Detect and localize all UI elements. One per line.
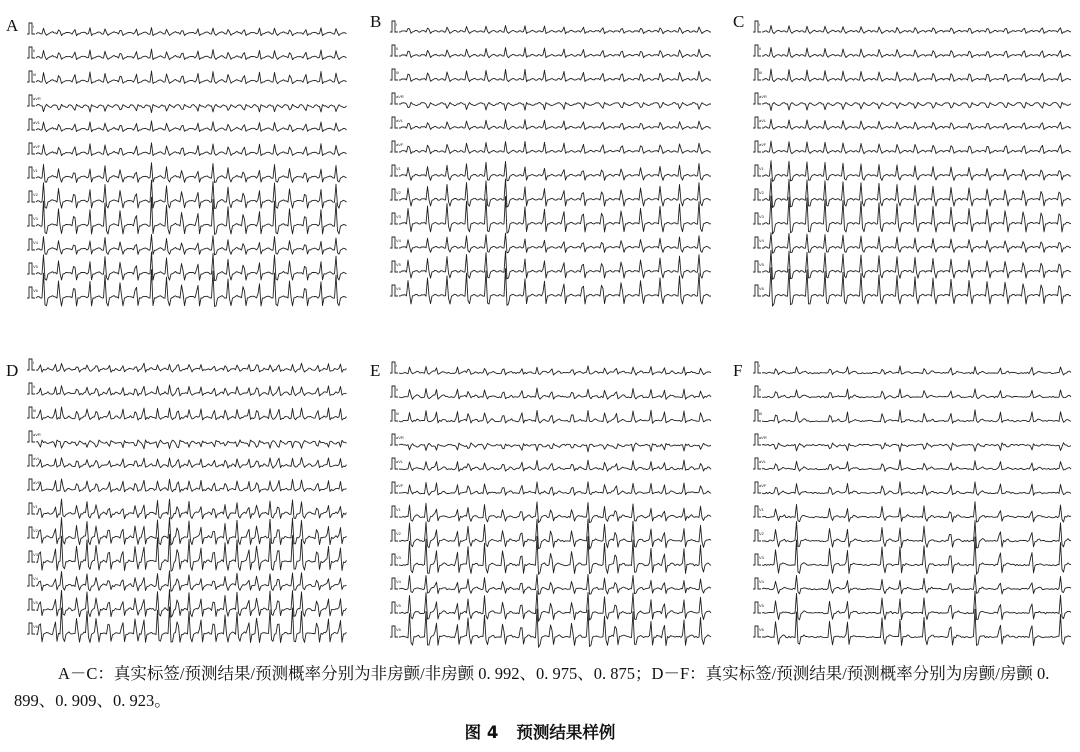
panel-f-lead-label-5: aVF xyxy=(759,483,767,488)
panel-c-lead-label-6: V1 xyxy=(759,166,764,171)
panel-f-lead-label-1: II xyxy=(759,387,762,392)
panel-f-trace-1 xyxy=(762,389,1071,399)
panel-f-trace-6 xyxy=(762,502,1071,522)
panel-f-lead-label-3: aVR xyxy=(759,435,767,440)
panel-b-trace-2 xyxy=(399,69,711,81)
panel-e-lead-label-10: V5 xyxy=(396,603,401,608)
panel-a-trace-5 xyxy=(36,143,347,156)
panel-b-trace-1 xyxy=(399,48,711,58)
panel-a-trace-8 xyxy=(36,197,347,234)
panel-e-trace-3 xyxy=(399,443,711,452)
panel-d-lead-label-7: V2 xyxy=(33,528,38,533)
panel-a-trace-1 xyxy=(36,49,347,60)
panel-f-lead-label-4: aVL xyxy=(759,459,767,464)
panel-d-lead-label-9: V4 xyxy=(33,576,38,581)
panel-e-trace-9 xyxy=(399,574,711,594)
panel-f-lead-label-10: V5 xyxy=(759,603,764,608)
panel-e-lead-label-8: V3 xyxy=(396,555,401,560)
figure-caption: A－C：真实标签/预测结果/预测概率分别为非房颤/非房颤 0. 992、0. 975、0. 875；D－F：真实标签/预测结果/预测概率分别为房颤/房颤 0. 899、0. 909、0. 923。 xyxy=(14,664,1050,710)
panel-c-lead-label-5: aVF xyxy=(759,142,767,147)
panel-b-lead-label-6: V1 xyxy=(396,166,401,171)
panel-c-lead-label-9: V4 xyxy=(759,238,764,243)
figure-title-text: 预测结果样例 xyxy=(516,723,616,742)
panel-e-lead-label-6: V1 xyxy=(396,507,401,512)
panel-c-lead-label-11: V6 xyxy=(759,286,764,291)
panel-a-lead-label-3: aVR xyxy=(33,96,41,101)
panel-b-lead-label-0: I xyxy=(396,22,398,27)
panel-c-lead-label-3: aVR xyxy=(759,94,767,99)
panel-c-letter: C xyxy=(733,12,745,31)
panel-d-trace-2 xyxy=(36,407,347,420)
panel-c-trace-10 xyxy=(762,250,1071,279)
panel-d-trace-0 xyxy=(36,363,347,372)
panel-c-lead-label-10: V5 xyxy=(759,262,764,267)
panel-c-trace-0 xyxy=(762,25,1071,33)
panel-f-trace-0 xyxy=(762,366,1071,375)
panel-a-trace-4 xyxy=(36,121,347,132)
panel-d-trace-6 xyxy=(36,499,347,519)
panel-f-letter: F xyxy=(733,361,743,380)
panel-b-trace-0 xyxy=(399,26,711,34)
panel-b-lead-label-5: aVF xyxy=(396,142,404,147)
panel-c-trace-5 xyxy=(762,141,1071,154)
panel-d-lead-label-2: III xyxy=(33,408,37,413)
panel-b-lead-label-1: II xyxy=(396,46,399,51)
panel-c-lead-label-8: V3 xyxy=(759,214,764,219)
panel-a-trace-9 xyxy=(36,235,347,255)
panel-d-trace-7 xyxy=(36,518,347,545)
panel-e-lead-label-1: II xyxy=(396,387,399,392)
panel-f-lead-label-2: III xyxy=(759,411,763,416)
panel-f-trace-3 xyxy=(762,443,1071,452)
panel-a-trace-2 xyxy=(36,71,347,84)
panel-f-trace-10 xyxy=(762,591,1071,620)
panel-f-trace-11 xyxy=(762,609,1071,645)
panel-a-lead-label-10: V5 xyxy=(33,264,38,269)
panel-f-trace-7 xyxy=(762,521,1071,548)
panel-e-letter: E xyxy=(370,361,381,380)
panel-b-lead-label-10: V5 xyxy=(396,262,401,267)
panel-b-letter: B xyxy=(370,12,382,31)
panel-e-lead-label-7: V2 xyxy=(396,531,401,536)
panel-d-letter: D xyxy=(6,361,19,380)
panel-f-lead-label-7: V2 xyxy=(759,531,764,536)
panel-c-trace-7 xyxy=(762,179,1071,208)
panel-a-trace-10 xyxy=(36,252,347,281)
panel-b-trace-7 xyxy=(399,179,711,207)
panel-f-lead-label-0: I xyxy=(759,363,761,368)
panel-b-lead-label-4: aVL xyxy=(396,118,404,123)
panel-c-trace-6 xyxy=(762,161,1071,182)
panel-e-trace-2 xyxy=(399,410,711,423)
panel-c-trace-4 xyxy=(762,119,1071,130)
panel-a-trace-7 xyxy=(36,180,347,208)
panel-e-trace-10 xyxy=(399,591,711,622)
panel-b-lead-label-9: V4 xyxy=(396,238,401,243)
panel-b-lead-label-7: V2 xyxy=(396,190,401,195)
panel-d-lead-label-1: II xyxy=(33,384,36,389)
panel-f-trace-2 xyxy=(762,410,1071,424)
panel-c-trace-1 xyxy=(762,48,1071,58)
panel-f-trace-5 xyxy=(762,482,1071,496)
panel-e-lead-label-9: V4 xyxy=(396,579,401,584)
panel-d-lead-label-8: V3 xyxy=(33,552,38,557)
panel-b-trace-4 xyxy=(399,120,711,130)
panel-a-trace-11 xyxy=(36,270,347,307)
panel-e-trace-4 xyxy=(399,460,711,471)
panel-d-lead-label-5: aVF xyxy=(33,480,41,485)
panel-a-lead-label-8: V3 xyxy=(33,216,38,221)
panel-c-lead-label-0: I xyxy=(759,22,761,27)
panel-b-trace-5 xyxy=(399,142,711,154)
panel-f-lead-label-9: V4 xyxy=(759,579,764,584)
panel-c-lead-label-2: III xyxy=(759,70,763,75)
panel-a-lead-label-4: aVL xyxy=(33,120,41,125)
panel-f-trace-9 xyxy=(762,575,1071,594)
panel-b-lead-label-8: V3 xyxy=(396,214,401,219)
panel-b-lead-label-11: V6 xyxy=(396,286,401,291)
panel-a-lead-label-11: V6 xyxy=(33,288,38,293)
panel-c-trace-9 xyxy=(762,233,1071,254)
panel-d-lead-label-10: V5 xyxy=(33,600,38,605)
panel-a-letter: A xyxy=(6,16,19,35)
panel-a-lead-label-0: I xyxy=(33,24,35,29)
panel-d-lead-label-3: aVR xyxy=(33,432,41,437)
panel-d-lead-label-0: I xyxy=(33,360,35,365)
panel-d-trace-11 xyxy=(36,607,347,643)
panel-a-trace-3 xyxy=(36,104,347,112)
panel-d-trace-9 xyxy=(36,571,347,592)
panel-f-lead-label-8: V3 xyxy=(759,555,764,560)
panel-c-trace-3 xyxy=(762,102,1071,110)
panel-b-trace-3 xyxy=(399,102,711,110)
panel-d-trace-4 xyxy=(36,458,347,469)
panel-d-trace-1 xyxy=(36,385,347,396)
panel-e-lead-label-3: aVR xyxy=(396,435,404,440)
panel-d-trace-5 xyxy=(36,479,347,492)
panel-e-lead-label-11: V6 xyxy=(396,627,401,632)
panel-c-lead-label-7: V2 xyxy=(759,190,764,195)
panel-d-trace-10 xyxy=(36,590,347,618)
panel-a-trace-6 xyxy=(36,163,347,183)
panel-d-lead-label-6: V1 xyxy=(33,504,38,509)
panel-a-lead-label-9: V4 xyxy=(33,240,38,245)
panel-e-trace-0 xyxy=(399,366,711,375)
panel-f-lead-label-11: V6 xyxy=(759,627,764,632)
panel-f-trace-4 xyxy=(762,460,1071,472)
panel-b-trace-10 xyxy=(399,251,711,279)
panel-f-lead-label-6: V1 xyxy=(759,507,764,512)
panel-a-lead-label-2: III xyxy=(33,72,37,77)
panel-f-trace-8 xyxy=(762,537,1071,574)
panel-e-lead-label-4: aVL xyxy=(396,459,404,464)
panel-e-trace-6 xyxy=(399,502,711,523)
panel-e-lead-label-2: III xyxy=(396,411,400,416)
panel-e-lead-label-0: I xyxy=(396,363,398,368)
panel-e-trace-5 xyxy=(399,482,711,496)
figure-title xyxy=(0,719,1080,743)
panel-a-lead-label-7: V2 xyxy=(33,192,38,197)
panel-d-lead-label-11: V6 xyxy=(33,624,38,629)
panel-a-trace-0 xyxy=(36,28,347,36)
panel-e-lead-label-5: aVF xyxy=(396,483,404,488)
panel-e-trace-7 xyxy=(399,519,711,549)
panel-e-trace-1 xyxy=(399,388,711,399)
panel-a-lead-label-6: V1 xyxy=(33,168,38,173)
panel-c-lead-label-4: aVL xyxy=(759,118,767,123)
panel-d-trace-8 xyxy=(36,534,347,571)
panel-b-lead-label-2: III xyxy=(396,70,400,75)
panel-d-trace-3 xyxy=(36,440,347,449)
panel-b-trace-9 xyxy=(399,233,711,253)
figure-number: 图 4 xyxy=(464,723,499,742)
panel-b-lead-label-3: aVR xyxy=(396,94,404,99)
panel-a-lead-label-1: II xyxy=(33,48,36,53)
panel-b-trace-6 xyxy=(399,161,711,180)
panel-c-trace-2 xyxy=(762,69,1071,82)
panel-d-lead-label-4: aVL xyxy=(33,456,41,461)
panel-a-lead-label-5: aVF xyxy=(33,144,41,149)
panel-c-lead-label-1: II xyxy=(759,46,762,51)
